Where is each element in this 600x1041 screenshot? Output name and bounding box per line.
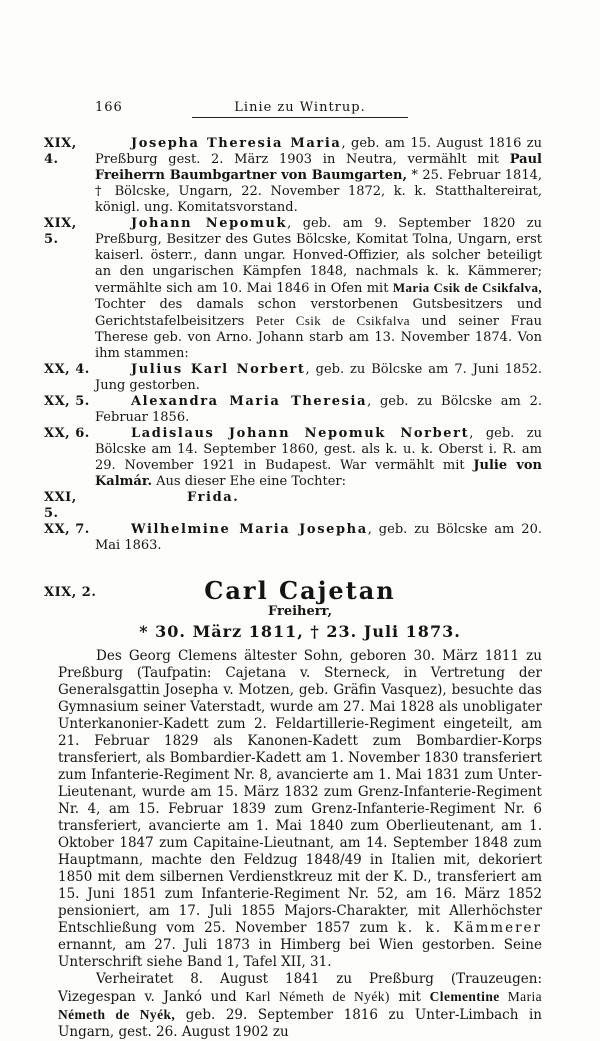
person-name: Wilhelmine Maria Josepha bbox=[131, 522, 368, 537]
person-name: Ladislaus Johann Nepomuk Norbert bbox=[131, 426, 470, 441]
text-segment: Paul Freiherrn Baumbgartner von Baumgarten, bbox=[95, 152, 542, 183]
section-heading bbox=[0, 578, 600, 642]
biography-text bbox=[58, 648, 542, 1041]
text-segment: Clementine bbox=[429, 989, 500, 1004]
person-name: Johann Nepomuk bbox=[131, 216, 288, 231]
text-segment: Maria Csik de Csikfalva, bbox=[392, 280, 542, 295]
person-name: Julius Karl Norbert bbox=[131, 362, 306, 377]
entry-generation-label: XIX, 5. bbox=[44, 216, 77, 247]
text-segment: , geb. am 9. September 1820 zu Preßburg, Besitzer des Gutes Bölcske, Komitat Tolna, Ungarn, erst kaiserl. österr., dann ungar. Honved-Offizier, als solcher beteiligt an den ungarischen Kämpfen 1848, nachmals k. k. Kämmerer; vermählte sich am 10. Mai 1846 in Ofen mit bbox=[95, 216, 543, 296]
entry-generation-label: XXI, 5. bbox=[44, 490, 77, 521]
entry-text bbox=[95, 522, 542, 554]
person-name: Frida. bbox=[187, 490, 240, 505]
section-label: XIX, 2. bbox=[44, 585, 97, 600]
entry-text bbox=[95, 136, 542, 216]
text-segment: Maria bbox=[499, 989, 543, 1004]
entry-text bbox=[95, 394, 542, 426]
entry-generation-label: XIX, 4. bbox=[44, 136, 77, 167]
entry-text bbox=[95, 426, 542, 490]
text-segment: , geb. zu Bölcske am 20. Mai 1863. bbox=[95, 522, 542, 553]
text-segment: , geb. zu Bölcske am 2. Februar 1856. bbox=[95, 394, 542, 425]
section-title: Carl Cajetan bbox=[204, 576, 396, 605]
text-segment: , geb. am 15. August 1816 zu Preßburg gest. 2. März 1903 in Neutra, vermählt mit bbox=[95, 136, 542, 167]
entry-generation-label: XX, 7. bbox=[44, 522, 90, 537]
text-segment: geb. 29. September 1816 zu Unter-Limbach in Ungarn, gest. 26. August 1902 zu bbox=[58, 1007, 542, 1040]
text-segment: Tochter des damals schon verstorbenen Gutsbesitzers und Gerichtstafelbeisitzers bbox=[95, 297, 542, 329]
entry-generation-label: XX, 5. bbox=[44, 394, 90, 409]
section-subtitle: Freiherr, bbox=[267, 604, 333, 619]
person-name: Josepha Theresia Maria bbox=[131, 136, 342, 151]
genealogy-entry bbox=[44, 394, 542, 426]
text-segment: * 25. Februar 1814, † Bölcske, Ungarn, 22. November 1872, k. k. Statthaltereirat, königl. ung. Komitatsvorstand. bbox=[95, 168, 542, 215]
genealogy-entry bbox=[44, 136, 542, 216]
entry-generation-label: XX, 4. bbox=[44, 362, 90, 377]
genealogy-entries bbox=[44, 136, 542, 554]
text-segment: Des Georg Clemens ältester Sohn, geboren 30. März 1811 zu Preßburg (Taufpatin: Cajetana v. Sterneck, in Vertretung der Generalsgattin Josepha v. Motzen, geb. Gräfin Vasquez), besuchte das Gymnasium seiner Vaterstadt, wurde am 27. Mai 1828 als unobligater Unterkanonier-Kadett zum 2. Feldartillerie-Regiment eingeteilt, am 21. Februar 1829 als Kanonen-Kadett zum Bombardier-Korps transferiert, als Bombardier-Kadett am 1. November 1830 transferiert zum Infanterie-Regiment Nr. 8, avancierte am 1. Mai 1831 zum Unter-Lieutenant, wurde am 15. März 1832 zum Grenz-Infanterie-Regiment Nr. 4, am 15. Februar 1839 zum Grenz-Infanterie-Regiment Nr. 6 transferiert, avancierte am 1. Mai 1840 zum Oberlieutenant, am 1. Oktober 1847 zum Capitaine-Lieutnant, am 14. September 1848 zum Hauptmann, machte den Feldzug 1848/49 in Italien mit, dekoriert 1850 mit dem silbernen Verdienstkreuz mit der K. D., transferiert am 15. Juni 1851 zum Infanterie-Regiment Nr. 52, am 16. März 1852 pensioniert, am 17. Juli 1855 Majors-Charakter, mit Allerhöchster Entschließung vom 25. November 1857 zum bbox=[58, 648, 542, 936]
text-segment: Karl Németh de Nyék) bbox=[245, 989, 390, 1004]
text-segment: Aus dieser Ehe eine Tochter: bbox=[152, 474, 347, 489]
genealogy-entry bbox=[44, 490, 542, 522]
entry-text bbox=[95, 362, 542, 394]
text-segment: , geb. zu Bölcske am 7. Juni 1852. Jung gestorben. bbox=[95, 362, 542, 393]
biography-paragraph bbox=[58, 971, 542, 1041]
entry-text bbox=[95, 490, 542, 522]
section-dates: * 30. März 1811, † 23. Juli 1873. bbox=[139, 622, 461, 641]
running-head-title: Linie zu Wintrup. bbox=[192, 100, 407, 118]
text-segment: und seiner Frau Therese geb. von Arno. Johann starb am 13. November 1874. Von ihm stammen: bbox=[95, 314, 542, 361]
entry-text bbox=[95, 216, 542, 362]
text-segment: Verheiratet 8. August 1841 zu Preßburg (Trauzeugen: Vizegespan v. Jankó und bbox=[58, 971, 542, 1005]
text-segment: Németh de Nyék, bbox=[58, 1007, 176, 1022]
running-head bbox=[58, 100, 542, 120]
text-segment: Peter Csik de Csikfalva bbox=[255, 313, 410, 328]
text-segment: Julie von Kalmár. bbox=[95, 458, 542, 489]
genealogy-entry bbox=[44, 216, 542, 362]
person-name: Alexandra Maria Theresia bbox=[131, 394, 368, 409]
genealogy-entry bbox=[44, 426, 542, 490]
entry-generation-label: XX, 6. bbox=[44, 426, 90, 441]
running-head-title-wrap bbox=[58, 100, 542, 118]
genealogy-entry bbox=[44, 522, 542, 554]
page-number: 166 bbox=[95, 100, 123, 115]
genealogy-entry bbox=[44, 362, 542, 394]
text-segment: k. k. Kämmerer bbox=[397, 920, 542, 936]
biography-paragraph bbox=[58, 648, 542, 971]
text-segment: mit bbox=[389, 989, 430, 1005]
text-segment: , geb. zu Bölcske am 14. September 1860, gest. als k. u. k. Oberst i. R. am 29. November 1921 in Budapest. War vermählt mit bbox=[95, 426, 543, 473]
text-segment: ernannt, am 27. Juli 1873 in Himberg bei Wien gestorben. Seine Unterschrift siehe Band 1, Tafel XII, 31. bbox=[58, 937, 542, 970]
